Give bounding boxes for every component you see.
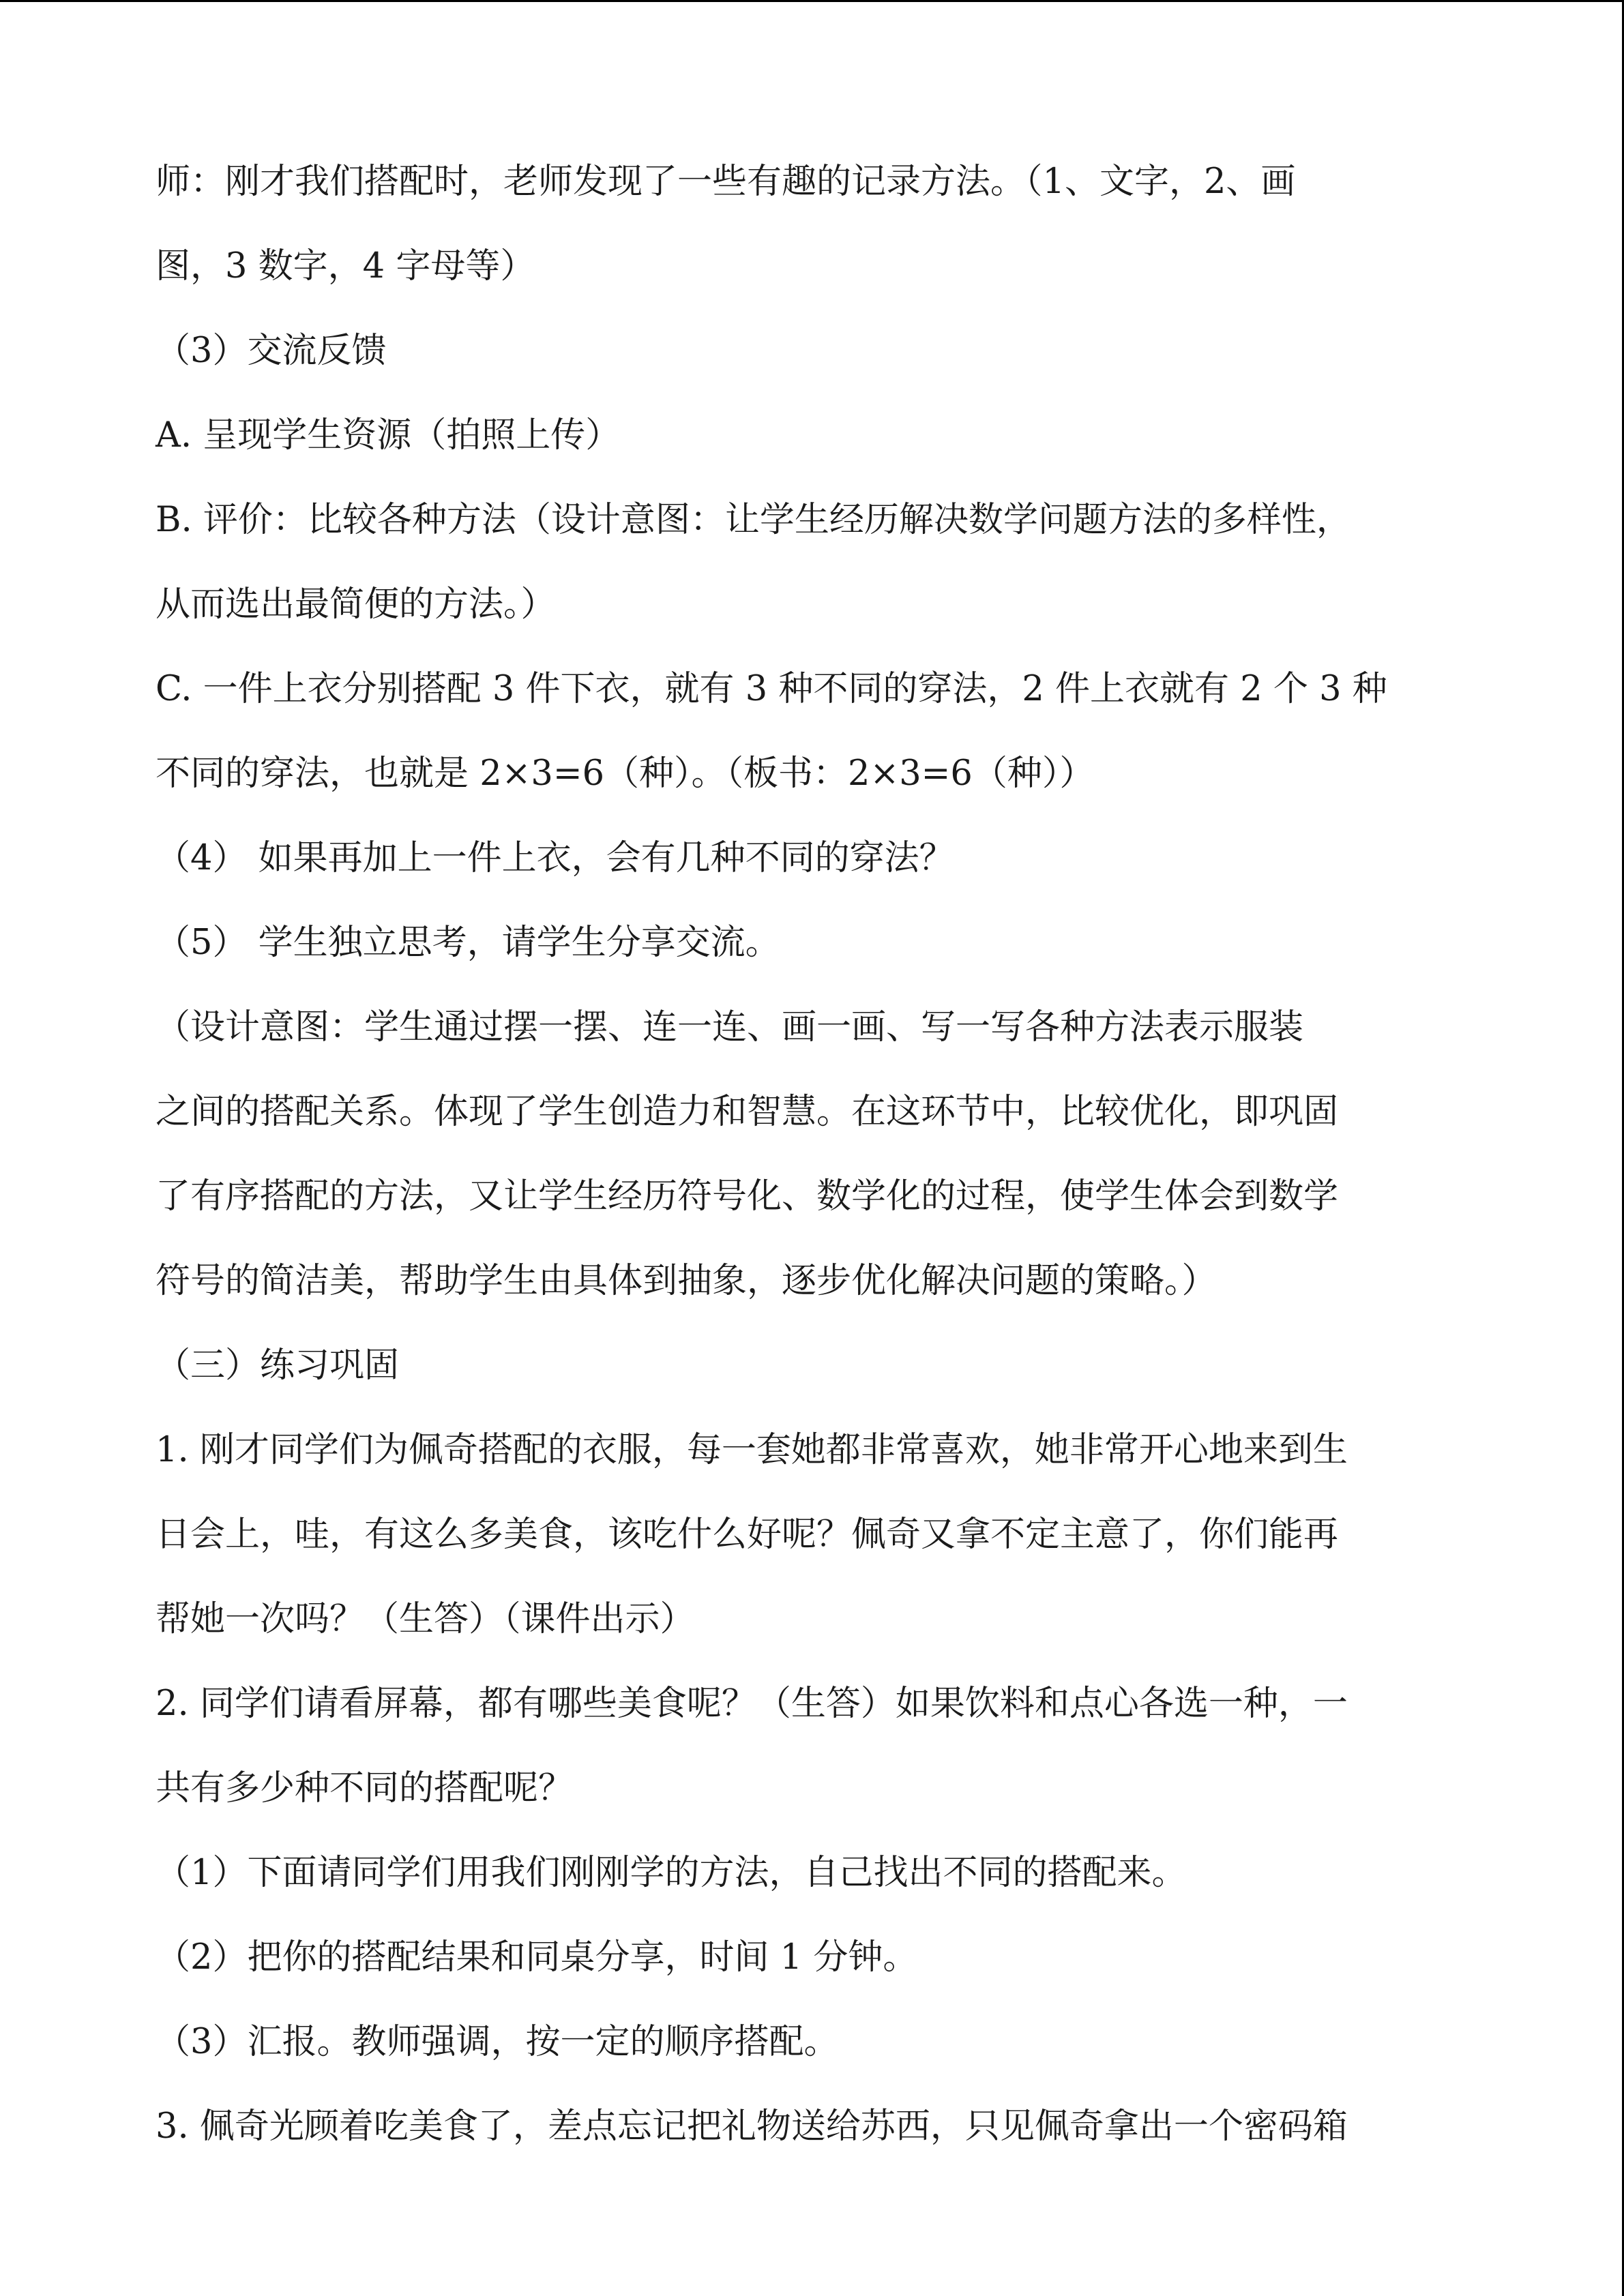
text-line-6: 从而选出最简便的方法。） — [156, 584, 556, 625]
text-line-4: A. 呈现学生资源（拍照上传） — [156, 415, 621, 456]
text-line-16: 1. 刚才同学们为佩奇搭配的衣服，每一套她都非常喜欢，她非常开心地来到生 — [156, 1430, 1348, 1470]
text-line-13: 了有序搭配的方法，又让学生经历符号化、数学化的过程，使学生体会到数学 — [156, 1176, 1339, 1217]
text-line-21: （1）下面请同学们用我们刚刚学的方法，自己找出不同的搭配来。 — [156, 1853, 1187, 1893]
text-line-20: 共有多少种不同的搭配呢？ — [156, 1768, 574, 1808]
text-line-3: （3）交流反馈 — [156, 331, 387, 371]
section-heading: （三）练习巩固 — [156, 1345, 400, 1386]
text-line-19: 2. 同学们请看屏幕，都有哪些美食呢？（生答）如果饮料和点心各选一种，一 — [156, 1684, 1348, 1724]
text-line-2: 图，3 数字，4 字母等） — [156, 246, 535, 286]
text-line-12: 之间的搭配关系。体现了学生创造力和智慧。在这环节中，比较优化，即巩固 — [156, 1092, 1339, 1132]
text-line-23: （3）汇报。教师强调，按一定的顺序搭配。 — [156, 2022, 839, 2062]
text-line-9: （4） 如果再加上一件上衣，会有几种不同的穿法？ — [156, 838, 954, 878]
text-line-10: （5） 学生独立思考，请学生分享交流。 — [156, 923, 780, 963]
text-line-22: （2）把你的搭配结果和同桌分享，时间 1 分钟。 — [156, 1937, 918, 1978]
text-line-14: 符号的简洁美，帮助学生由具体到抽象，逐步优化解决问题的策略。） — [156, 1261, 1217, 1301]
text-line-1: 师：刚才我们搭配时，老师发现了一些有趣的记录方法。（1、文字，2、画 — [156, 162, 1296, 202]
text-line-5: B. 评价：比较各种方法（设计意图：让学生经历解决数学问题方法的多样性， — [156, 500, 1351, 540]
text-line-7: C. 一件上衣分别搭配 3 件下衣，就有 3 种不同的穿法，2 件上衣就有 2 个 3 种 — [156, 669, 1387, 709]
text-line-18: 帮她一次吗？（生答）（课件出示） — [156, 1599, 695, 1639]
text-line-8: 不同的穿法，也就是 2×3=6（种）。（板书：2×3=6（种）） — [156, 754, 1095, 794]
text-line-17: 日会上，哇，有这么多美食，该吃什么好呢？佩奇又拿不定主意了，你们能再 — [156, 1515, 1339, 1555]
text-line-24: 3. 佩奇光顾着吃美食了，差点忘记把礼物送给苏西，只见佩奇拿出一个密码箱 — [156, 2106, 1348, 2147]
text-line-11: （设计意图：学生通过摆一摆、连一连、画一画、写一写各种方法表示服装 — [156, 1007, 1304, 1047]
